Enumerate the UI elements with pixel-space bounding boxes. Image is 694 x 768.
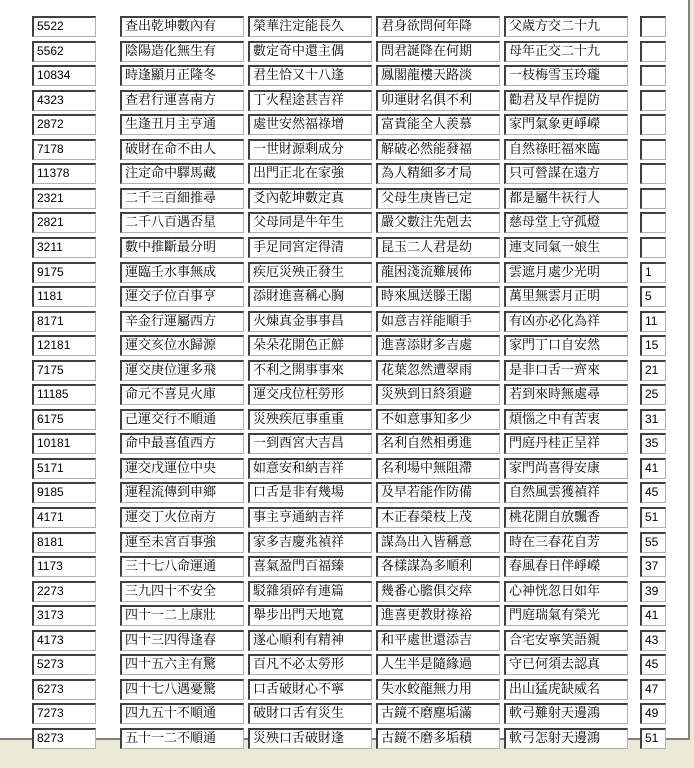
verse-line-field[interactable]: 勸君及早作提防: [504, 90, 628, 111]
verse-line-field[interactable]: 是非口舌一齊來: [504, 360, 628, 381]
verse-line-field[interactable]: 運交戌位枉勞形: [248, 384, 372, 405]
verse-line-field[interactable]: 軟弓難射天邊鴻: [504, 703, 628, 724]
verse-line-field[interactable]: 二千八百遇否星: [120, 212, 244, 233]
verse-line-field[interactable]: 及早若能作防備: [376, 482, 500, 503]
verse-line-field[interactable]: 門庭丹桂正呈祥: [504, 433, 628, 454]
verse-line-field[interactable]: 若到來時無處尋: [504, 384, 628, 405]
code-field[interactable]: 9175: [32, 262, 96, 283]
code-field[interactable]: 9185: [32, 482, 96, 503]
code-field[interactable]: 11185: [32, 384, 96, 405]
table-row: [0, 262, 690, 283]
verse-line-field[interactable]: 丁火程途甚吉祥: [248, 90, 372, 111]
verse-line-field[interactable]: 榮華注定能長久: [248, 16, 372, 37]
age-field[interactable]: [640, 188, 666, 209]
verse-line-field[interactable]: 運交子位百事亨: [120, 286, 244, 307]
verse-line-field[interactable]: 四九五十不順通: [120, 703, 244, 724]
code-field[interactable]: 4173: [32, 630, 96, 651]
code-field[interactable]: 1181: [32, 286, 96, 307]
age-field[interactable]: 39: [640, 581, 666, 602]
table-row: [0, 556, 690, 577]
age-field[interactable]: [640, 41, 666, 62]
verse-line-field[interactable]: 運交丁火位南方: [120, 507, 244, 528]
code-field[interactable]: 2821: [32, 212, 96, 233]
verse-line-field[interactable]: 破財口舌有災生: [248, 703, 372, 724]
verse-line-field[interactable]: 人生半是隨緣過: [376, 654, 500, 675]
age-field[interactable]: [640, 163, 666, 184]
table-row: [0, 581, 690, 602]
table-row: [0, 532, 690, 553]
verse-line-field[interactable]: 一枝梅雪玉玲瓏: [504, 65, 628, 86]
verse-line-field[interactable]: 五十一二不順通: [120, 728, 244, 749]
verse-line-field[interactable]: 卯運財名俱不利: [376, 90, 500, 111]
table-row: [0, 409, 690, 430]
age-field[interactable]: [640, 114, 666, 135]
verse-line-field[interactable]: 災殃到日終須避: [376, 384, 500, 405]
age-field[interactable]: [640, 139, 666, 160]
table-row: [0, 311, 690, 332]
table-row: [0, 360, 690, 381]
verse-line-field[interactable]: 連支同氣一娘生: [504, 237, 628, 258]
verse-line-field[interactable]: 駁雜須碎有連篇: [248, 581, 372, 602]
verse-line-field[interactable]: 運臨壬水事無成: [120, 262, 244, 283]
table-row: [0, 237, 690, 258]
age-field[interactable]: 51: [640, 728, 666, 749]
age-field[interactable]: 35: [640, 433, 666, 454]
verse-line-field[interactable]: 古鏡不磨塵垢滿: [376, 703, 500, 724]
verse-line-field[interactable]: 君身欲問何年降: [376, 16, 500, 37]
verse-line-field[interactable]: 注定命中驛馬藏: [120, 163, 244, 184]
verse-line-field[interactable]: 朵朵花開色正鮮: [248, 335, 372, 356]
age-field[interactable]: 45: [640, 654, 666, 675]
verse-line-field[interactable]: 舉步出門天地寬: [248, 605, 372, 626]
verse-line-field[interactable]: 己運交行不順通: [120, 409, 244, 430]
table-row: [0, 703, 690, 724]
verse-line-field[interactable]: 不利之開事事來: [248, 360, 372, 381]
code-field[interactable]: 5171: [32, 458, 96, 479]
verse-line-field[interactable]: 運交亥位水歸源: [120, 335, 244, 356]
age-field[interactable]: 21: [640, 360, 666, 381]
table-row: [0, 654, 690, 675]
verse-line-field[interactable]: 父歲方交二十九: [504, 16, 628, 37]
verse-line-field[interactable]: 事主亨通納吉祥: [248, 507, 372, 528]
code-field[interactable]: 8273: [32, 728, 96, 749]
verse-line-field[interactable]: 手足同宮定得清: [248, 237, 372, 258]
code-field[interactable]: 12181: [32, 335, 96, 356]
verse-line-field[interactable]: 查出乾坤數內有: [120, 16, 244, 37]
table-row: [0, 188, 690, 209]
verse-line-field[interactable]: 失水蛟龍無力用: [376, 679, 500, 700]
verse-line-field[interactable]: 四十三四得逢春: [120, 630, 244, 651]
verse-line-field[interactable]: 生逢丑月主亨通: [120, 114, 244, 135]
table-row: [0, 605, 690, 626]
age-field[interactable]: 41: [640, 605, 666, 626]
verse-line-field[interactable]: 數定奇中還主偶: [248, 41, 372, 62]
verse-line-field[interactable]: 如意安和納吉祥: [248, 458, 372, 479]
verse-line-field[interactable]: 二千三百細推尋: [120, 188, 244, 209]
verse-line-field[interactable]: 喜氣盈門百福臻: [248, 556, 372, 577]
verse-line-field[interactable]: 父母生庚皆已定: [376, 188, 500, 209]
age-field[interactable]: 45: [640, 482, 666, 503]
code-field[interactable]: 7273: [32, 703, 96, 724]
age-field[interactable]: 55: [640, 532, 666, 553]
verse-line-field[interactable]: 富貴能全人羨慕: [376, 114, 500, 135]
age-field[interactable]: 25: [640, 384, 666, 405]
verse-line-field[interactable]: 古鏡不磨多垢積: [376, 728, 500, 749]
code-field[interactable]: 4171: [32, 507, 96, 528]
verse-line-field[interactable]: 查君行運喜南方: [120, 90, 244, 111]
verse-line-field[interactable]: 問君誕降在何期: [376, 41, 500, 62]
verse-line-field[interactable]: 家門氣象更崢嶸: [504, 114, 628, 135]
verse-line-field[interactable]: 雲遮月處少光明: [504, 262, 628, 283]
verse-line-field[interactable]: 慈母堂上守孤燈: [504, 212, 628, 233]
verse-line-field[interactable]: 災殃口舌破財逢: [248, 728, 372, 749]
code-field[interactable]: 5273: [32, 654, 96, 675]
verse-line-field[interactable]: 疾厄災殃正發生: [248, 262, 372, 283]
verse-line-field[interactable]: 四十一二上康壯: [120, 605, 244, 626]
verse-line-field[interactable]: 辛金行運屬西方: [120, 311, 244, 332]
verse-line-field[interactable]: 幾番心膽俱交瘁: [376, 581, 500, 602]
code-field[interactable]: 10834: [32, 65, 96, 86]
age-field[interactable]: [640, 16, 666, 37]
age-field[interactable]: [640, 237, 666, 258]
verse-line-field[interactable]: 運程流傳到申鄉: [120, 482, 244, 503]
code-field[interactable]: 5562: [32, 41, 96, 62]
code-field[interactable]: 8171: [32, 311, 96, 332]
verse-line-field[interactable]: 花葉忽然遭翠雨: [376, 360, 500, 381]
table-row: [0, 65, 690, 86]
table-row: [0, 482, 690, 503]
verse-line-field[interactable]: 破財在命不由人: [120, 139, 244, 160]
verse-line-field[interactable]: 四十七八遇憂驚: [120, 679, 244, 700]
verse-line-field[interactable]: 家多吉慶兆禎祥: [248, 532, 372, 553]
verse-line-field[interactable]: 進喜更教財祿裕: [376, 605, 500, 626]
age-field[interactable]: 51: [640, 507, 666, 528]
verse-line-field[interactable]: 謀為出入皆稱意: [376, 532, 500, 553]
table-row: [0, 458, 690, 479]
code-field[interactable]: 8181: [32, 532, 96, 553]
table-row: [0, 286, 690, 307]
verse-line-field[interactable]: 不如意事知多少: [376, 409, 500, 430]
verse-line-field[interactable]: 一到酉宮大吉昌: [248, 433, 372, 454]
table-row: [0, 16, 690, 37]
verse-line-field[interactable]: 昆玉二人君是幼: [376, 237, 500, 258]
code-field[interactable]: 7178: [32, 139, 96, 160]
verse-line-field[interactable]: 時來風送滕王閣: [376, 286, 500, 307]
verse-line-field[interactable]: 家門尚喜得安康: [504, 458, 628, 479]
verse-line-field[interactable]: 運交戊運位中央: [120, 458, 244, 479]
verse-line-field[interactable]: 和平處世還添吉: [376, 630, 500, 651]
code-field[interactable]: 6273: [32, 679, 96, 700]
verse-line-field[interactable]: 有凶亦必化為祥: [504, 311, 628, 332]
code-field[interactable]: 6175: [32, 409, 96, 430]
table-row: [0, 507, 690, 528]
verse-line-field[interactable]: 出山猛虎缺威名: [504, 679, 628, 700]
verse-line-field[interactable]: 母年正交二十九: [504, 41, 628, 62]
code-field[interactable]: 7175: [32, 360, 96, 381]
table-row: [0, 335, 690, 356]
table-row: [0, 433, 690, 454]
verse-line-field[interactable]: 三九四十不安全: [120, 581, 244, 602]
verse-line-field[interactable]: 軟弓怎射天邊鴻: [504, 728, 628, 749]
verse-line-field[interactable]: 家門丁口自安然: [504, 335, 628, 356]
verse-line-field[interactable]: 春風春日伴崢嶸: [504, 556, 628, 577]
verse-line-field[interactable]: 添財進喜稱心胸: [248, 286, 372, 307]
verse-line-field[interactable]: 守已何須去認真: [504, 654, 628, 675]
verse-line-field[interactable]: 桃花開自放飄香: [504, 507, 628, 528]
age-field[interactable]: [640, 65, 666, 86]
verse-line-field[interactable]: 都是屬牛祆行人: [504, 188, 628, 209]
age-field[interactable]: 43: [640, 630, 666, 651]
verse-line-field[interactable]: 萬里無雲月正明: [504, 286, 628, 307]
code-field[interactable]: 4323: [32, 90, 96, 111]
verse-line-field[interactable]: 命元不喜見火庫: [120, 384, 244, 405]
verse-line-field[interactable]: 解破必然能發福: [376, 139, 500, 160]
verse-line-field[interactable]: 三十七八命運通: [120, 556, 244, 577]
table-row: [0, 41, 690, 62]
verse-line-field[interactable]: 父母同是牛年生: [248, 212, 372, 233]
age-field[interactable]: [640, 90, 666, 111]
table-row: [0, 90, 690, 111]
table-row: [0, 212, 690, 233]
table-row: [0, 630, 690, 651]
age-field[interactable]: [640, 212, 666, 233]
verse-line-field[interactable]: 一世財源剩成分: [248, 139, 372, 160]
age-field[interactable]: 5: [640, 286, 666, 307]
verse-line-field[interactable]: 自然祿旺福來臨: [504, 139, 628, 160]
age-field[interactable]: 31: [640, 409, 666, 430]
verse-line-field[interactable]: 災殃疾厄事重重: [248, 409, 372, 430]
verse-line-field[interactable]: 自然風雲獲禎祥: [504, 482, 628, 503]
age-field[interactable]: 15: [640, 335, 666, 356]
verse-line-field[interactable]: 為人精細多才局: [376, 163, 500, 184]
verse-line-field[interactable]: 名利自然相勇進: [376, 433, 500, 454]
age-field[interactable]: 37: [640, 556, 666, 577]
age-field[interactable]: 41: [640, 458, 666, 479]
verse-line-field[interactable]: 出門正北在家強: [248, 163, 372, 184]
table-row: [0, 139, 690, 160]
table-row: [0, 679, 690, 700]
code-field[interactable]: 2872: [32, 114, 96, 135]
verse-line-field[interactable]: 遂心順利有精神: [248, 630, 372, 651]
verse-line-field[interactable]: 陰陽造化無生有: [120, 41, 244, 62]
verse-line-field[interactable]: 合宅安寧笑語親: [504, 630, 628, 651]
verse-line-field[interactable]: 運交庚位運多飛: [120, 360, 244, 381]
verse-line-field[interactable]: 四十五六主有驚: [120, 654, 244, 675]
verse-line-field[interactable]: 百凡不必太勞形: [248, 654, 372, 675]
age-field[interactable]: 49: [640, 703, 666, 724]
verse-line-field[interactable]: 數中推斷最分明: [120, 237, 244, 258]
table-row: [0, 114, 690, 135]
verse-line-field[interactable]: 君生恰又十八逢: [248, 65, 372, 86]
verse-line-field[interactable]: 龍困淺流難展佈: [376, 262, 500, 283]
verse-line-field[interactable]: 木正春榮枝上茂: [376, 507, 500, 528]
code-field[interactable]: 2321: [32, 188, 96, 209]
verse-line-field[interactable]: 如意吉祥能順手: [376, 311, 500, 332]
code-field[interactable]: 11378: [32, 163, 96, 184]
verse-line-field[interactable]: 運至未宮百事強: [120, 532, 244, 553]
table-row: [0, 163, 690, 184]
code-field[interactable]: 3211: [32, 237, 96, 258]
verse-line-field[interactable]: 時逢顯月正隆冬: [120, 65, 244, 86]
age-field[interactable]: 1: [640, 262, 666, 283]
verse-line-field[interactable]: 進喜添財多吉處: [376, 335, 500, 356]
verse-line-field[interactable]: 口舌是非有幾場: [248, 482, 372, 503]
verse-line-field[interactable]: 名利場中無阻滯: [376, 458, 500, 479]
table-row: [0, 728, 690, 749]
verse-line-field[interactable]: 只可營謀在遠方: [504, 163, 628, 184]
code-field[interactable]: 2273: [32, 581, 96, 602]
verse-line-field[interactable]: 煩惱之中有苦衷: [504, 409, 628, 430]
verse-line-field[interactable]: 嚴父數注先剋去: [376, 212, 500, 233]
age-field[interactable]: 47: [640, 679, 666, 700]
age-field[interactable]: 11: [640, 311, 666, 332]
code-field[interactable]: 10181: [32, 433, 96, 454]
verse-line-field[interactable]: 命中最喜值西方: [120, 433, 244, 454]
verse-line-field[interactable]: 口舌破財心不寧: [248, 679, 372, 700]
table-row: [0, 384, 690, 405]
verse-line-field[interactable]: 處世安然福祿增: [248, 114, 372, 135]
code-field[interactable]: 5522: [32, 16, 96, 37]
verse-line-field[interactable]: 門庭瑞氣有榮光: [504, 605, 628, 626]
code-field[interactable]: 1173: [32, 556, 96, 577]
verse-line-field[interactable]: 爻內乾坤數定真: [248, 188, 372, 209]
verse-line-field[interactable]: 時在三春花自芳: [504, 532, 628, 553]
verse-line-field[interactable]: 各樣謀為多順利: [376, 556, 500, 577]
verse-line-field[interactable]: 火煉真金事事昌: [248, 311, 372, 332]
verse-line-field[interactable]: 心神恍忽日如年: [504, 581, 628, 602]
code-field[interactable]: 3173: [32, 605, 96, 626]
verse-line-field[interactable]: 鳳閣龍樓天路淡: [376, 65, 500, 86]
